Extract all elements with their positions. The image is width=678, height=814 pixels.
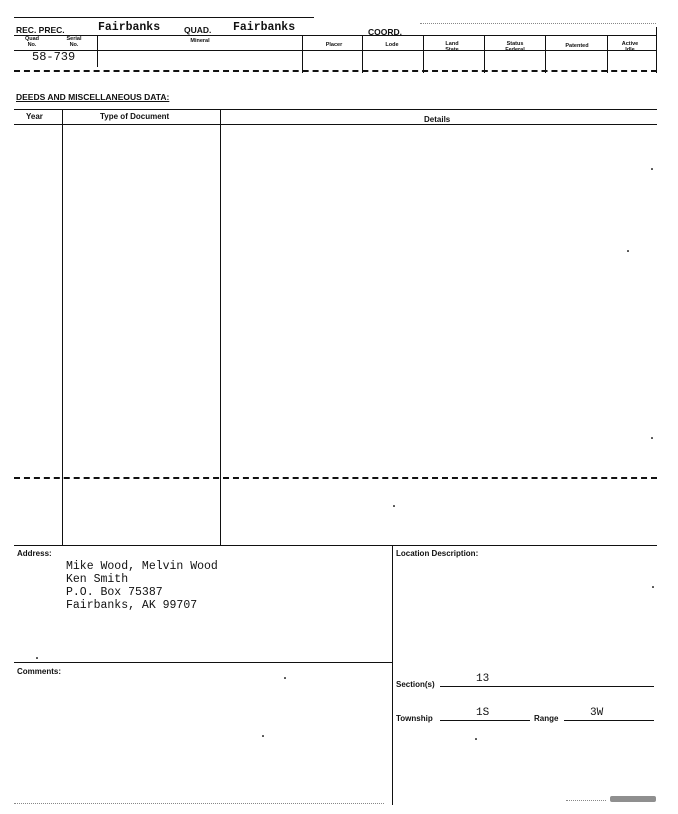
scan-speck (475, 738, 477, 740)
township-underline (440, 720, 530, 721)
deeds-sep-year (62, 109, 63, 545)
coord-label: COORD. (368, 27, 402, 37)
comments-label: Comments: (17, 667, 62, 676)
col-patented: Patented (565, 43, 589, 49)
rec-prec-value: Fairbanks (98, 21, 161, 34)
col-details: Details (424, 115, 451, 124)
range-value: 3W (590, 707, 604, 719)
scan-speck (651, 437, 653, 439)
col-quad-no: Quad No. (24, 36, 40, 48)
comments-block (0, 662, 392, 805)
location-description-label: Location Description: (396, 549, 479, 558)
address-line: Ken Smith (66, 573, 129, 586)
deeds-head-rule (14, 124, 657, 125)
section-underline (440, 686, 654, 687)
location-block (392, 545, 678, 805)
township-value: 1S (476, 707, 490, 719)
deeds-dashed-rule (14, 477, 657, 479)
sep-land-left (423, 35, 424, 73)
address-line: Fairbanks, AK 99707 (66, 599, 198, 612)
section-value: 13 (476, 673, 490, 685)
sep-active-left (607, 35, 608, 73)
col-lode: Lode (385, 42, 399, 48)
address-label: Address: (17, 549, 52, 558)
scan-speck (262, 735, 264, 737)
scan-speck (36, 657, 38, 659)
deeds-sep-type (220, 109, 221, 545)
deeds-section (0, 90, 678, 545)
scan-speck (393, 505, 395, 507)
col-mineral: Mineral (190, 38, 210, 44)
col-type-of-document: Type of Document (100, 112, 170, 121)
col-year: Year (26, 112, 43, 121)
scan-speck (652, 586, 654, 588)
header-row-mid (14, 50, 657, 51)
top-rule-faded (420, 23, 656, 24)
top-rule (14, 17, 314, 18)
address-line: Mike Wood, Melvin Wood (66, 560, 218, 573)
section-label: Section(s) (396, 680, 435, 689)
scan-speck (284, 677, 286, 679)
range-label: Range (534, 714, 559, 723)
scan-speck (651, 168, 653, 170)
scan-noise-bottom-left (14, 803, 384, 804)
col-active-idle: Active Idle (621, 41, 639, 53)
quad-value: Fairbanks (233, 21, 296, 34)
header-row-bottom (14, 70, 657, 72)
township-label: Township (396, 714, 433, 723)
sep-mineral-left (97, 35, 98, 67)
scan-smudge (610, 796, 656, 802)
col-placer: Placer (325, 42, 343, 48)
quad-label: QUAD. (184, 25, 212, 35)
address-lines (66, 561, 386, 613)
scan-speck (627, 250, 629, 252)
rec-prec-label: REC. PREC. (16, 25, 65, 35)
deeds-section-title: DEEDS AND MISCELLANEOUS DATA: (16, 92, 170, 102)
col-status-federal: Status Federal (505, 41, 525, 53)
header (0, 0, 678, 90)
scan-noise-bottom-right (566, 800, 606, 801)
col-serial-no: Serial No. (66, 36, 82, 48)
sep-federal-left (484, 35, 485, 73)
address-line: P.O. Box 75387 (66, 586, 163, 599)
sep-placer-left (302, 35, 303, 73)
quad-serial-value: 58-739 (32, 50, 76, 64)
sep-lode-left (362, 35, 363, 73)
range-underline (564, 720, 654, 721)
address-block (0, 545, 392, 662)
deeds-top-rule (14, 109, 657, 110)
header-row-top (14, 35, 657, 36)
col-land-state: Land State (445, 41, 459, 53)
sep-patented-left (545, 35, 546, 73)
